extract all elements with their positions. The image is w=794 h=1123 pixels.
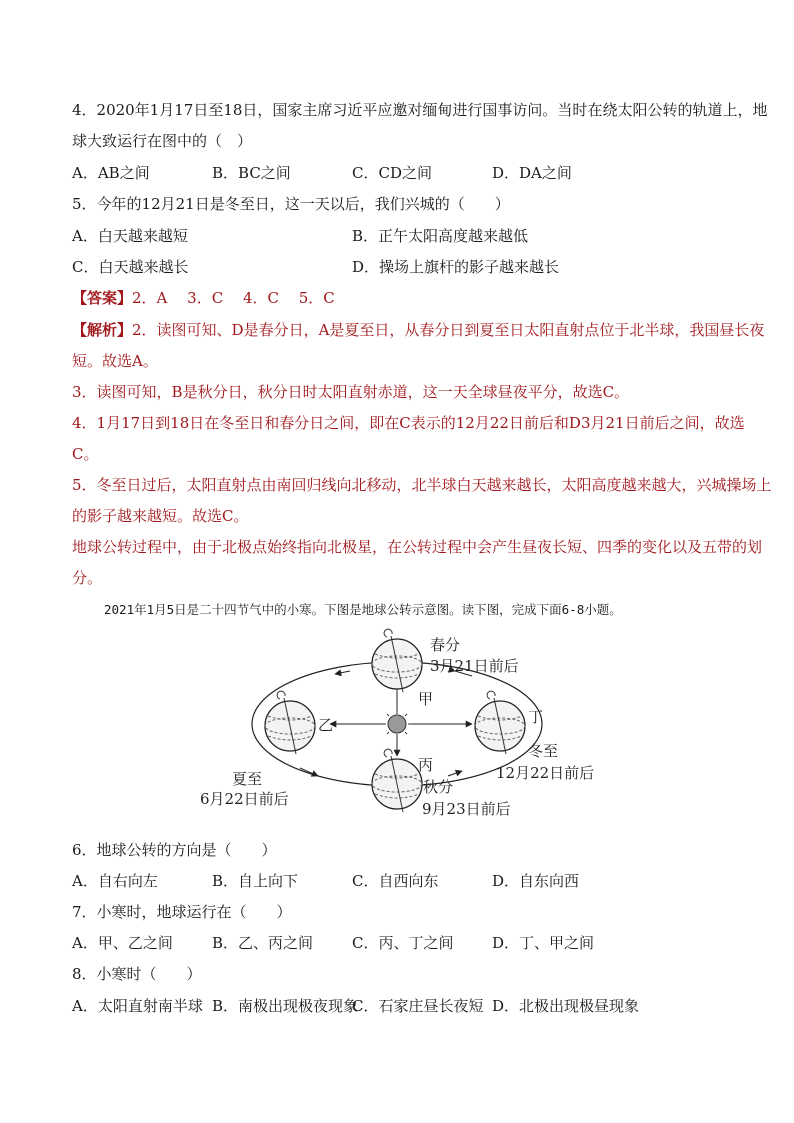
questions-intro: 2021年1月5日是二十四节气中的小寒。下图是地球公转示意图。读下图，完成下面6-8小题。 (104, 602, 622, 617)
q4-option-a: A．AB之间 (72, 164, 150, 182)
analysis-p4-line1: 4．1月17日到18日在冬至日和春分日之间，即在C表示的12月22日前后和D3月21日前后之间，故选 (72, 414, 745, 432)
q8-option-b: B．南极出现极夜现象 (212, 997, 359, 1015)
q8-option-c: C．石家庄昼长夜短 (352, 997, 484, 1015)
label-top-name: 春分 (430, 636, 461, 654)
q5-option-b: B．正午太阳高度越来越低 (352, 227, 529, 245)
q8-option-d: D．北极出现极昼现象 (492, 997, 640, 1015)
analysis-p2-text: 2．读图可知、D是春分日，A是夏至日，从春分日到夏至日太阳直射点位于北半球，我国昼长夜 (132, 321, 765, 339)
analysis-summary-line2: 分。 (72, 569, 103, 587)
q7-option-b: B．乙、丙之间 (212, 934, 314, 952)
analysis-p4-line2: C。 (72, 445, 99, 463)
earth-globe-right (475, 691, 525, 754)
analysis-summary-line1: 地球公转过程中，由于北极点始终指向北极星，在公转过程中会产生昼夜长短、四季的变化以及五带的划 (72, 538, 763, 556)
q8-option-a: A．太阳直射南半球 (72, 997, 203, 1015)
label-bottom-marker: 丙 (418, 756, 434, 774)
label-right-marker: 丁 (528, 708, 544, 726)
q6-option-a: A．自右向左 (72, 872, 158, 890)
q5-option-c: C．白天越来越长 (72, 258, 189, 276)
label-top-date: 3月21日前后 (430, 657, 519, 675)
answer-text: 2．A 3．C 4．C 5．C (132, 289, 335, 307)
q6-option-b: B．自上向下 (212, 872, 299, 890)
label-left-date: 6月22日前后 (200, 790, 289, 808)
earth-revolution-diagram (190, 626, 610, 826)
q6-option-c: C．自西向东 (352, 872, 439, 890)
label-left-marker: 乙 (318, 716, 334, 734)
q6-stem: 6．地球公转的方向是（ ） (72, 841, 277, 859)
earth-globe-top (372, 629, 422, 692)
q7-stem: 7．小寒时，地球运行在（ ） (72, 903, 292, 921)
label-right-name: 冬至 (528, 742, 559, 760)
q5-option-a: A．白天越来越短 (72, 227, 188, 245)
q4-stem-line1: 4．2020年1月17日至18日，国家主席习近平应邀对缅甸进行国事访问。当时在绕太阳公转的轨道上，地 (72, 101, 768, 119)
label-bottom-name: 秋分 (423, 778, 454, 796)
orbit-arrow-top-left (335, 671, 350, 674)
q7-option-a: A．甲、乙之间 (72, 934, 173, 952)
q4-option-c: C．CD之间 (352, 164, 432, 182)
analysis-p2-line2: 短。故选A。 (72, 352, 158, 370)
earth-globe-bottom (372, 749, 422, 812)
analysis-p5-line1: 5．冬至日过后，太阳直射点由南回归线向北移动，北半球白天越来越长，太阳高度越来越大，兴城操场上 (72, 476, 772, 494)
label-bottom-date: 9月23日前后 (422, 800, 511, 818)
q5-option-d: D．操场上旗杆的影子越来越长 (352, 258, 560, 276)
earth-globe-left (265, 691, 315, 754)
analysis-p5-line2: 的影子越来越短。故选C。 (72, 507, 249, 525)
label-right-date: 12月22日前后 (496, 764, 595, 782)
q4-stem-line2: 球大致运行在图中的（ ） (72, 132, 253, 150)
label-top-marker: 甲 (418, 690, 434, 708)
q7-option-c: C．丙、丁之间 (352, 934, 454, 952)
analysis-p3: 3．读图可知，B是秋分日，秋分日时太阳直射赤道，这一天全球昼夜平分，故选C。 (72, 383, 630, 401)
sun-icon (383, 710, 411, 738)
q5-stem: 5．今年的12月21日是冬至日，这一天以后，我们兴城的（ ） (72, 195, 510, 213)
q4-option-b: B．BC之间 (212, 164, 291, 182)
answer-line (72, 288, 335, 308)
orbit-arrow-bottom-right (448, 771, 462, 776)
q4-option-d: D．DA之间 (492, 164, 572, 182)
orbit-arrow-bottom-left (300, 768, 318, 776)
analysis-p2-line1 (72, 320, 764, 340)
answer-tag: 【答案】 (72, 289, 133, 307)
q7-option-d: D．丁、甲之间 (492, 934, 595, 952)
label-left-name: 夏至 (232, 770, 263, 788)
analysis-tag: 【解析】 (72, 321, 133, 339)
q6-option-d: D．自东向西 (492, 872, 580, 890)
q8-stem: 8．小寒时（ ） (72, 965, 202, 983)
